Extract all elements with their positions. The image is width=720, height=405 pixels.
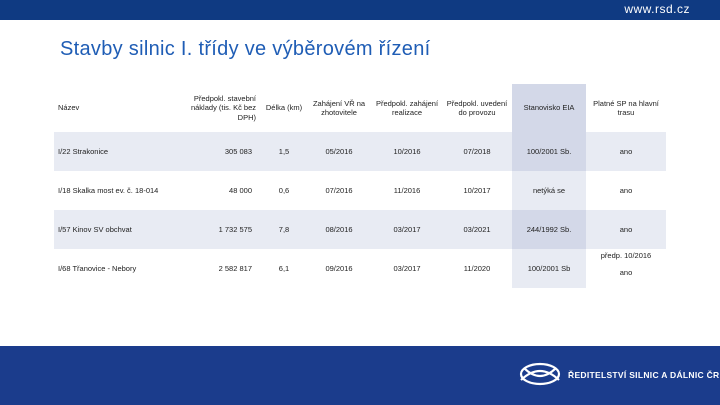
page-title: Stavby silnic I. třídy ve výběrovém řízení bbox=[60, 38, 431, 60]
cell-name: I/57 Kinov SV obchvat bbox=[58, 225, 132, 234]
cell-length: 7,8 bbox=[278, 225, 290, 234]
rsd-logo bbox=[518, 356, 720, 392]
cell-open: 11/2020 bbox=[463, 264, 491, 273]
projects-table bbox=[54, 84, 666, 288]
table-row bbox=[54, 249, 666, 288]
cell-length: 6,1 bbox=[278, 264, 290, 273]
cell-permit: ano bbox=[619, 186, 633, 195]
logo-text: ŘEDITELSTVÍ SILNIC A DÁLNIC ČR bbox=[568, 370, 720, 380]
column-header-name: Název bbox=[54, 84, 182, 132]
column-header-eia: Stanovisko EIA bbox=[512, 84, 586, 132]
cell-eia: 100/2001 Sb bbox=[512, 249, 586, 288]
column-header-tender: Zahájení VŘ na zhotovitele bbox=[306, 84, 372, 132]
cell-permit: ano bbox=[619, 147, 633, 156]
cell-tender: 05/2016 bbox=[325, 147, 353, 156]
cell-start: 11/2016 bbox=[393, 186, 421, 195]
table-row bbox=[54, 132, 666, 171]
column-header-start: Předpokl. zahájení realizace bbox=[372, 84, 442, 132]
permit-value: ano bbox=[619, 267, 633, 277]
cell-eia: 244/1992 Sb. bbox=[512, 210, 586, 249]
cell-cost: 2 582 817 bbox=[218, 264, 252, 273]
footer-bar bbox=[0, 346, 720, 405]
cell-open: 10/2017 bbox=[463, 186, 491, 195]
cell-open: 03/2021 bbox=[463, 225, 491, 234]
column-header-permit: Platné SP na hlavní trasu bbox=[586, 84, 666, 132]
cell-length: 1,5 bbox=[278, 147, 290, 156]
cell-cost: 48 000 bbox=[229, 186, 252, 195]
cell-start: 10/2016 bbox=[393, 147, 421, 156]
cell-open: 07/2018 bbox=[463, 147, 491, 156]
cell-cost: 1 732 575 bbox=[218, 225, 252, 234]
table-header-row bbox=[54, 84, 666, 132]
cell-eia: netýká se bbox=[512, 171, 586, 210]
top-bar bbox=[0, 0, 720, 20]
cell-cost: 305 083 bbox=[224, 147, 252, 156]
interchange-icon bbox=[518, 356, 562, 392]
cell-start: 03/2017 bbox=[393, 264, 421, 273]
table-row bbox=[54, 210, 666, 249]
cell-length: 0,6 bbox=[278, 186, 290, 195]
cell-start: 03/2017 bbox=[393, 225, 421, 234]
column-header-cost: Předpokl. stavební náklady (tis. Kč bez DPH) bbox=[182, 84, 262, 132]
cell-tender: 09/2016 bbox=[325, 264, 353, 273]
cell-name: I/18 Skalka most ev. č. 18-014 bbox=[58, 186, 159, 195]
cell-permit: ano bbox=[619, 225, 633, 234]
site-url: www.rsd.cz bbox=[624, 2, 690, 16]
column-header-open: Předpokl. uvedení do provozu bbox=[442, 84, 512, 132]
column-header-length: Délka (km) bbox=[262, 84, 306, 132]
cell-name: I/22 Strakonice bbox=[58, 147, 109, 156]
cell-permit bbox=[586, 249, 666, 288]
table-row bbox=[54, 171, 666, 210]
cell-name: I/68 Třanovice - Nebory bbox=[58, 264, 137, 273]
permit-note: předp. 10/2016 bbox=[600, 251, 652, 260]
cell-tender: 07/2016 bbox=[325, 186, 353, 195]
cell-tender: 08/2016 bbox=[325, 225, 353, 234]
cell-eia: 100/2001 Sb. bbox=[512, 132, 586, 171]
